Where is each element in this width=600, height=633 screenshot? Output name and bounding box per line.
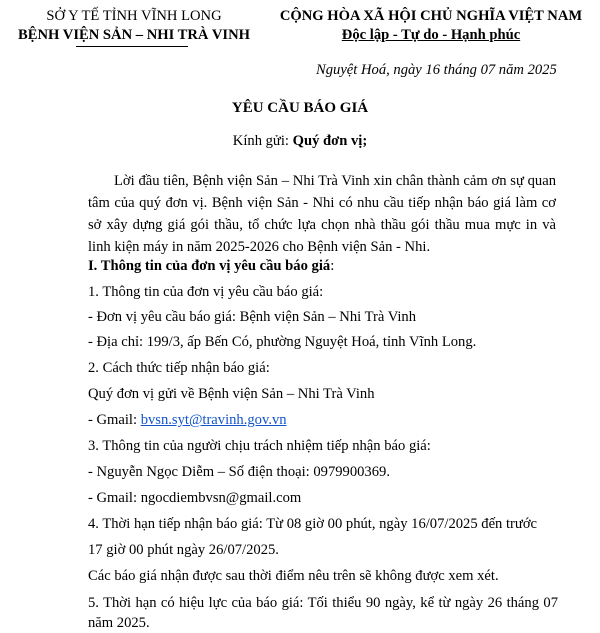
address-line: - Địa chỉ: 199/3, ấp Bến Có, phường Nguyệt Hoá, tỉnh Vĩnh Long. <box>88 334 477 350</box>
contact-line: - Nguyễn Ngọc Diễm – Số điện thoại: 0979900369. <box>88 464 390 480</box>
item4-line2: 17 giờ 00 phút ngày 26/07/2025. <box>88 542 279 558</box>
late-note: Các báo giá nhận được sau thời điểm nêu trên sẽ không được xem xét. <box>88 568 499 584</box>
greeting-prefix: Kính gửi: <box>232 133 293 149</box>
hospital-name <box>0 27 268 44</box>
national-motto <box>262 27 600 44</box>
greeting-recipient: Quý đơn vị; <box>292 133 368 149</box>
gmail-link[interactable]: bvsn.syt@travinh.gov.vn <box>140 412 287 428</box>
section-heading-suffix: : <box>330 258 335 274</box>
document-title: YÊU CẦU BÁO GIÁ <box>231 100 369 116</box>
left-header-rule <box>76 46 188 47</box>
gmail-line <box>88 412 287 429</box>
section-heading <box>88 258 334 275</box>
agency-name <box>0 8 268 25</box>
national-title-text: CỘNG HÒA XÃ HỘI CHỦ NGHĨA VIỆT NAM <box>279 8 583 24</box>
intro-paragraph: Lời đầu tiên, Bệnh viện Sản – Nhi Trà Vinh xin chân thành cảm ơn sự quan tâm của quý đơn vị. Bệnh viện Sản - Nhi có nhu cầu tiếp nhận báo giá làm cơ sở xây dựng giá gói thầu, tổ chức lựa chọn nhà thầu gói thầu mua mực in và linh kiện máy in năm 2025-2026 cho Bệnh viện Sản - Nhi. <box>88 173 556 255</box>
national-motto-text: Độc lập - Tự do - Hạnh phúc <box>341 27 521 43</box>
date-line: Nguyệt Hoá, ngày 16 tháng 07 năm 2025 <box>316 62 557 78</box>
unit-line: - Đơn vị yêu cầu báo giá: Bệnh viện Sản – Nhi Trà Vinh <box>88 309 417 325</box>
agency-name-text: SỞ Y TẾ TỈNH VĨNH LONG <box>46 8 222 24</box>
gmail-label: - Gmail: <box>88 412 141 428</box>
hospital-name-text: BỆNH VIỆN SẢN – NHI TRÀ VINH <box>18 27 250 43</box>
item2-title: 2. Cách thức tiếp nhận báo giá: <box>88 360 270 376</box>
greeting <box>0 133 600 150</box>
national-title <box>262 8 600 25</box>
item4-line1: 4. Thời hạn tiếp nhận báo giá: Từ 08 giờ 00 phút, ngày 16/07/2025 đến trước <box>88 516 538 532</box>
item3-title: 3. Thông tin của người chịu trách nhiệm tiếp nhận báo giá: <box>88 438 431 454</box>
section-heading-text: I. Thông tin của đơn vị yêu cầu báo giá <box>88 258 331 274</box>
contact-gmail-line: - Gmail: ngocdiembvsn@gmail.com <box>88 490 302 506</box>
send-to-line: Quý đơn vị gửi về Bệnh viện Sản – Nhi Trà Vinh <box>88 386 375 402</box>
item1-title: 1. Thông tin của đơn vị yêu cầu báo giá: <box>88 284 324 300</box>
item5: 5. Thời hạn có hiệu lực của báo giá: Tối thiểu 90 ngày, kể từ ngày 26 tháng 07 năm 2025. <box>88 595 558 631</box>
